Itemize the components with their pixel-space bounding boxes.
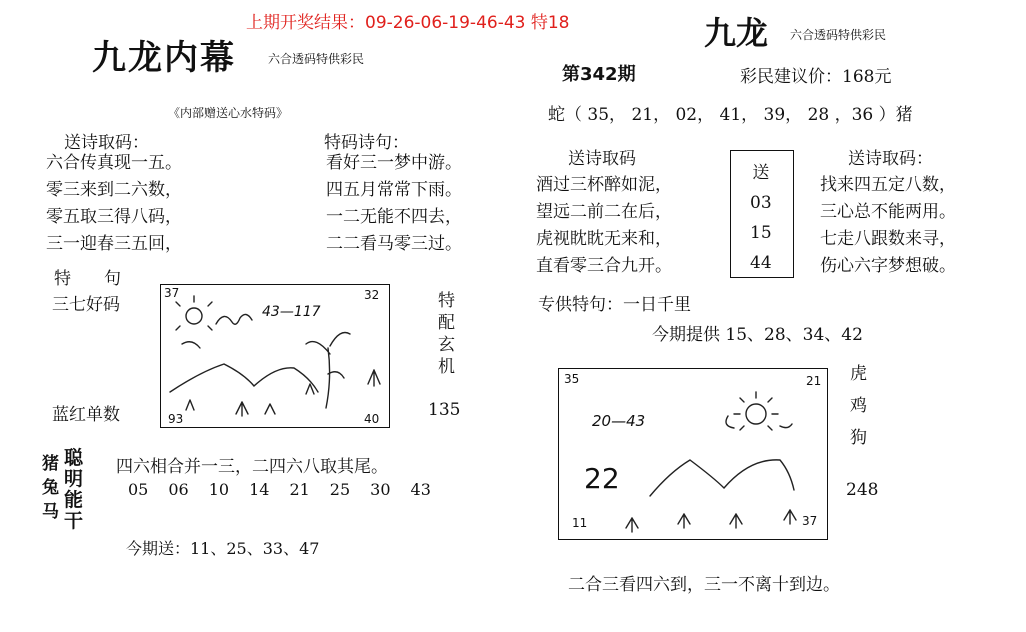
poem-line: 三一迎春三五回，	[46, 234, 182, 254]
left-special-heading: 特码诗句：	[324, 133, 409, 153]
number-item: 25	[329, 480, 351, 499]
send-box-number: 03	[750, 193, 772, 213]
price-label: 彩民建议价：168元	[740, 67, 892, 87]
right-side-number: 248	[846, 480, 879, 500]
poem-line: 三心总不能两用。	[820, 202, 956, 222]
drawing-num-top-left: 35	[564, 372, 580, 386]
rule-line: 四六相合并一三，二四六八取其尾。	[116, 457, 388, 477]
drawing-num-top-right: 32	[364, 288, 380, 302]
drawing-num-bottom-left: 93	[168, 412, 184, 426]
left-side-vertical	[438, 290, 455, 378]
poem-line: 找来四五定八数，	[820, 175, 956, 195]
right-poem2-lines	[820, 172, 956, 280]
right-side-animals	[850, 358, 867, 454]
side-char: 机	[438, 357, 455, 377]
drawing-scribble: 43—117	[262, 304, 321, 320]
provide-line: 今期提供 15、28、34、42	[652, 325, 863, 345]
send-box-title: 送	[752, 163, 770, 183]
left-send-line: 今期送：11、25、33、47	[126, 539, 320, 558]
right-bottom-line: 二合三看四六到，三一不离十到边。	[568, 575, 840, 595]
special-sentence: 专供特句：一日千里	[538, 295, 691, 315]
right-sketch-illustration	[558, 368, 826, 538]
left-motto: 《内部赠送心水特码》	[168, 106, 289, 120]
number-item: 30	[370, 480, 391, 499]
number-item: 14	[249, 480, 270, 499]
animal-char: 鸡	[850, 396, 867, 416]
issue-label: 第342期	[562, 64, 636, 85]
side-char: 特	[438, 291, 455, 311]
left-side-number: 135	[428, 400, 461, 420]
drawing-num-bottom-right: 37	[802, 514, 818, 528]
congming-char: 明	[64, 468, 84, 490]
left-sketch-illustration	[160, 284, 388, 426]
special-line: 看好三一梦中游。	[326, 153, 462, 173]
drawing-big-number: 22	[584, 462, 620, 495]
snake-line: 蛇（ 35， 21， 02， 41， 39， 28 ，36 ）猪	[548, 105, 913, 125]
poem-line: 虎视眈眈无来和，	[536, 229, 672, 249]
right-subtitle: 六合透码特供彩民	[790, 28, 887, 42]
poem-line: 伤心六字梦想破。	[820, 256, 956, 276]
drawing-num-top-right: 21	[806, 374, 822, 388]
number-list	[128, 480, 431, 499]
congming-vertical	[64, 448, 83, 532]
left-special-lines	[326, 150, 462, 258]
side-char: 玄	[438, 335, 455, 355]
number-item: 10	[208, 480, 230, 499]
right-title: 九龙	[704, 14, 769, 52]
poem-line: 六合传真现一五。	[46, 153, 182, 173]
poem-line: 零三来到二六数，	[46, 180, 182, 200]
right-poem2-heading: 送诗取码：	[848, 149, 933, 169]
right-poem-lines	[536, 172, 672, 280]
blue-red-label: 蓝红单数	[52, 405, 120, 425]
ju-label: 句	[104, 269, 121, 289]
good-code-label: 三七好码	[52, 295, 120, 315]
right-poem-heading: 送诗取码	[568, 149, 636, 169]
left-poem-heading: 送诗取码：	[64, 133, 149, 153]
number-item: 06	[168, 480, 189, 499]
left-title: 九龙内幕	[92, 38, 236, 78]
animal-char: 马	[42, 502, 59, 522]
special-line: 一二无能不四去，	[326, 207, 462, 227]
special-line: 二二看马零三过。	[326, 234, 462, 254]
poem-line: 直看零三合九开。	[536, 256, 672, 276]
special-line: 四五月常常下雨。	[326, 180, 462, 200]
poem-line: 酒过三杯醉如泥，	[536, 175, 672, 195]
left-subtitle: 六合透码特供彩民	[268, 52, 365, 66]
te-label: 特	[54, 269, 71, 289]
number-item: 43	[410, 480, 431, 499]
number-item: 21	[289, 480, 310, 499]
send-box-number: 44	[750, 253, 772, 273]
animals-vertical	[42, 452, 59, 524]
animal-char: 狗	[850, 428, 867, 448]
congming-char: 能	[64, 489, 84, 511]
poem-line: 零五取三得八码，	[46, 207, 182, 227]
send-box-content	[750, 158, 772, 278]
animal-char: 虎	[850, 364, 867, 384]
last-draw-banner: 上期开奖结果：09-26-06-19-46-43 特18	[246, 13, 570, 33]
animal-char: 兔	[42, 478, 59, 498]
animal-char: 猪	[42, 454, 59, 474]
drawing-scribble: 20—43	[592, 412, 646, 430]
drawing-num-top-left: 37	[164, 286, 180, 300]
send-box-number: 15	[750, 223, 772, 243]
side-char: 配	[438, 313, 455, 333]
poem-line: 七走八跟数来寻，	[820, 229, 956, 249]
congming-char: 干	[64, 510, 84, 532]
congming-char: 聪	[64, 447, 84, 469]
poem-line: 望远二前二在后，	[536, 202, 672, 222]
drawing-num-bottom-right: 40	[364, 412, 380, 426]
number-item: 05	[128, 480, 149, 499]
left-poem-lines	[46, 150, 182, 258]
drawing-num-bottom-left: 11	[572, 516, 588, 530]
